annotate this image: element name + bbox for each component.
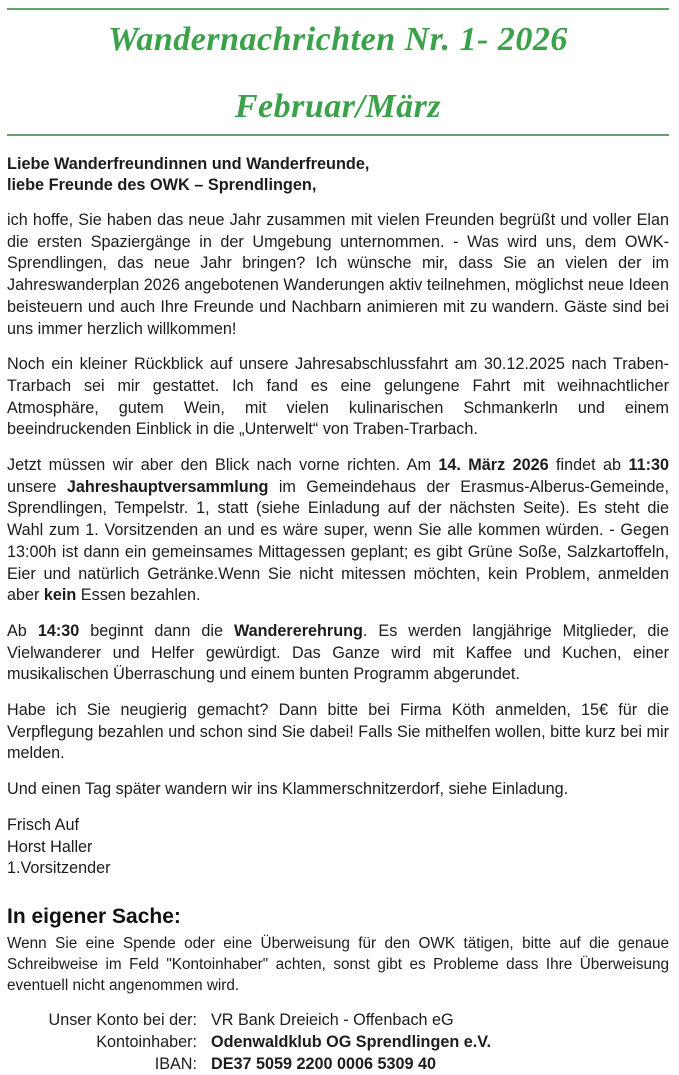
text-run: Essen bezahlen. <box>76 586 201 605</box>
text-run: findet ab <box>548 456 629 475</box>
event-highlight: Wandererehrung <box>233 621 363 640</box>
paragraph-hauptversammlung <box>7 455 669 607</box>
signature-name: Horst Haller <box>7 837 93 856</box>
signature-role: 1.Vorsitzender <box>7 859 111 878</box>
text-run: . Es werden langjährige Mitglieder, die Vielwanderer und Helfer gewürdigt. Das Ganze wird mit Kaffee und Kuchen, einer musikalischen Überraschung und einem bunten Programm abgerundet. <box>7 621 669 684</box>
newsletter-title: Wandernachrichten Nr. 1- 2026 <box>108 21 568 58</box>
account-details <box>7 1009 669 1075</box>
paragraph-klammerschnitzerdorf: Und einen Tag später wandern wir ins Klammerschnitzerdorf, siehe Einladung. <box>7 780 569 799</box>
account-iban-label: IBAN: <box>154 1054 197 1073</box>
account-bank-value: VR Bank Dreieich - Offenbach eG <box>211 1010 454 1029</box>
account-holder-label: Kontoinhaber: <box>96 1032 197 1051</box>
salutation-line-2: liebe Freunde des OWK – Sprendlingen, <box>7 176 317 194</box>
header-rule-top <box>7 8 669 10</box>
time-highlight: 11:30 <box>628 456 669 475</box>
paragraph-anmeldung: Habe ich Sie neugierig gemacht? Dann bitte bei Firma Köth anmelden, 15€ für die Verpflegung bezahlen und schon sind Sie dabei! Falls Sie mithelfen wollen, bitte kurz bei mir melden. <box>7 701 669 763</box>
paragraph-new-year: ich hoffe, Sie haben das neue Jahr zusammen mit vielen Freunden begrüßt und voller Elan die ersten Spaziergänge in der Umgebung unternommen. - Was wird uns, dem OWK-Sprendlingen, das neue Jahr bringen? Ich wünsche mir, dass Sie an vielen der im Jahreswanderplan 2026 angebotenen Wanderungen aktiv teilnehmen, möglichst neue Ideen beisteuern und auch Ihre Freunde und Nachbarn animieren mit zu wandern. Gäste sind bei uns immer herzlich willkommen! <box>7 211 669 338</box>
signature-greeting: Frisch Auf <box>7 815 79 834</box>
header-rule-bottom <box>7 134 669 136</box>
account-iban-value: DE37 5059 2200 0006 5309 40 <box>211 1054 437 1073</box>
text-run: beginnt dann die <box>79 621 234 640</box>
paragraph-rueckblick: Noch ein kleiner Rückblick auf unsere Jahresabschlussfahrt am 30.12.2025 nach Traben-Trarbach sei mir gestattet. Ich fand es eine gelungene Fahrt mit weihnachtlicher Atmosphäre, gutem Wein, mit vielen kulinarischen Schmankerln und einem beeindruckenden Einblick in die „Unterwelt“ von Traben-Trarbach. <box>7 355 669 439</box>
newsletter-page <box>0 8 679 1073</box>
text-run: Ab <box>7 621 38 640</box>
signature-block <box>7 815 669 880</box>
kein-highlight: kein <box>43 586 77 605</box>
salutation-line-1: Liebe Wanderfreundinnen und Wanderfreunde, <box>7 155 370 173</box>
account-bank-label: Unser Konto bei der: <box>48 1010 197 1029</box>
text-run: im Gemeindehaus der Erasmus-Alberus-Gemeinde, Sprendlingen, Tempelstr. 1, statt (siehe Einladung auf der nächsten Seite). Es steht die Wahl zum 1. Vorsitzenden an und es wäre super, wenn Sie alle kommen würden. - Gegen 13:00h ist dann ein gemeinsames Mittagessen geplant; es gibt Grüne Soße, Salzkartoffeln, Eier und natürlich Getränke.Wenn Sie nicht mitessen möchten, kein Problem, anmelden aber <box>7 477 670 605</box>
paragraph-wandererehrung <box>7 621 669 686</box>
notice-heading: In eigener Sache: <box>7 904 181 928</box>
account-holder-value: Odenwaldklub OG Sprendlingen e.V. <box>211 1032 492 1051</box>
time-highlight: 14:30 <box>37 621 80 640</box>
event-highlight: Jahreshauptversammlung <box>66 477 269 496</box>
date-highlight: 14. März 2026 <box>438 456 549 475</box>
salutation-block <box>7 154 669 196</box>
notice-text: Wenn Sie eine Spende oder eine Überweisung für den OWK tätigen, bitte auf die genaue Schreibweise im Feld "Kontoinhaber" achten, sonst gibt es Probleme dass Ihre Überweisung eventuell nicht angenommen wird. <box>7 934 669 994</box>
text-run: Jetzt müssen wir aber den Blick nach vorne richten. Am <box>7 456 439 475</box>
newsletter-subtitle: Februar/März <box>234 88 442 125</box>
text-run: unsere <box>7 477 67 496</box>
